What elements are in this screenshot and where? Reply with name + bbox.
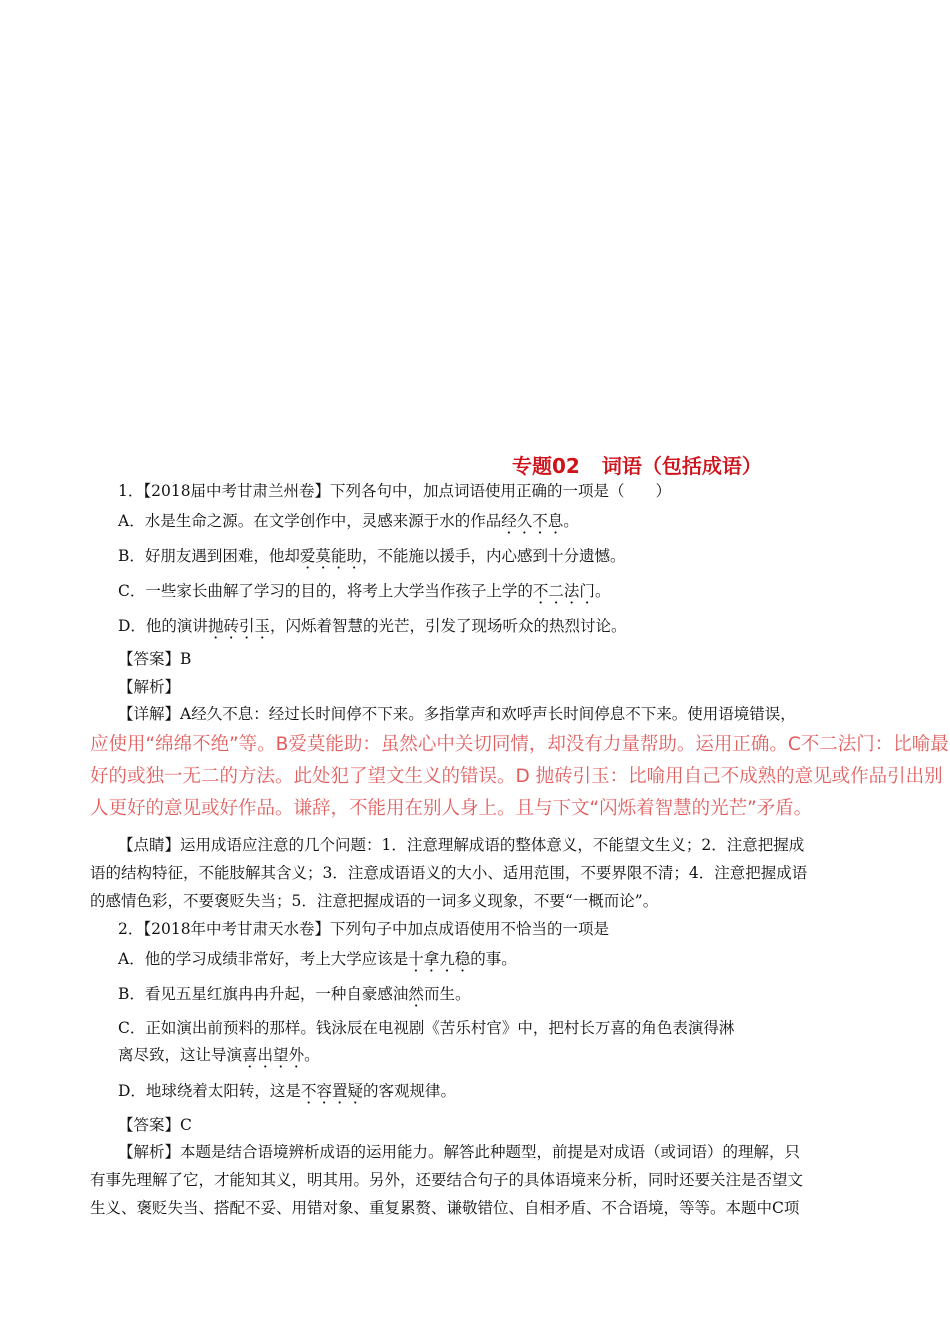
q1-stem: 1．【2018届中考甘肃兰州卷】下列各句中，加点词语使用正确的一项是（ ）: [118, 482, 672, 500]
q2-answer: 【答案】C: [118, 1116, 192, 1134]
q2-option-a: A．他的学习成绩非常好，考上大学应该是十拿九稳的事。: [118, 950, 517, 968]
q1-detail-red-1: 应使用“绵绵不绝”等。B爱莫能助：虽然心中关切同情，却没有力量帮助。运用正确。C不二法门：比喻最: [90, 734, 949, 755]
q1-analysis-label: 【解析】: [118, 678, 181, 696]
q2-option-c-line1: C．正如演出前预料的那样。钱泳辰在电视剧《苦乐村官》中，把村长万喜的角色表演得淋: [118, 1019, 735, 1037]
page-title: [512, 450, 762, 479]
q1-option-b: B．好朋友遇到困难，他却爱莫能助，不能施以援手，内心感到十分遗憾。: [118, 547, 626, 565]
q2-option-b: B．看见五星红旗冉冉升起，一种自豪感油然而生。: [118, 985, 471, 1003]
q1-c-idiom: 不二法门: [532, 582, 595, 600]
q1-tip-3: 的感情色彩，不要褒贬失当；5．注意把握成语的一词多义现象，不要“一概而论”。: [90, 892, 659, 910]
q2-option-c-line2: 离尽致，这让导演喜出望外。: [118, 1046, 320, 1064]
q2-option-d: D．地球绕着太阳转，这是不容置疑的客观规律。: [118, 1082, 457, 1100]
q1-option-c: C．一些家长曲解了学习的目的，将考上大学当作孩子上学的不二法门。: [118, 582, 611, 600]
q1-option-a: A．水是生命之源。在文学创作中，灵感来源于水的作品经久不息。: [118, 512, 579, 530]
q2-analysis-3: 生义、褒贬失当、搭配不妥、用错对象、重复累赘、谦敬错位、自相矛盾、不合语境，等等。本题中C项: [90, 1199, 800, 1217]
q1-option-d: D．他的演讲抛砖引玉，闪烁着智慧的光芒，引发了现场听众的热烈讨论。: [118, 617, 627, 635]
q2-a-idiom: 十拿九稳: [408, 950, 471, 968]
q1-detail: 【详解】A经久不息：经过长时间停不下来。多指掌声和欢呼声长时间停息不下来。使用语境错误，: [118, 705, 796, 723]
q1-b-idiom: 爱莫能助: [299, 547, 362, 565]
q1-tip-1: 【点睛】运用成语应注意的几个问题：1．注意理解成语的整体意义，不能望文生义；2．注意把握成: [118, 836, 805, 854]
q2-analysis-1: 【解析】本题是结合语境辨析成语的运用能力。解答此种题型，前提是对成语（或词语）的理解，只: [118, 1143, 801, 1161]
q1-tip-2: 语的结构特征，不能肢解其含义；3．注意成语语义的大小、适用范围，不要界限不清；4．注意把握成语: [90, 864, 808, 882]
q2-d-idiom: 不容置疑: [300, 1082, 363, 1100]
q2-c-idiom: 喜出望外: [242, 1046, 305, 1064]
q2-b-idiom: 油然而生: [392, 985, 455, 1003]
q1-detail-red-3: 人更好的意见或好作品。谦辞，不能用在别人身上。且与下文“闪烁着智慧的光芒”矛盾。: [90, 798, 813, 819]
title-main: 专题02: [512, 454, 580, 478]
q1-a-idiom: 经久不息: [501, 512, 564, 530]
q2-stem: 2．【2018年中考甘肃天水卷】下列句子中加点成语使用不恰当的一项是: [118, 920, 610, 938]
q1-detail-red-2: 好的或独一无二的方法。此处犯了望文生义的错误。D 抛砖引玉：比喻用自己不成熟的意见或作品引出别: [90, 766, 943, 787]
q2-analysis-2: 有事先理解了它，才能知其义，明其用。另外，还要结合句子的具体语境来分析，同时还要关注是否望文: [90, 1171, 804, 1189]
q1-d-idiom: 抛砖引玉: [207, 617, 270, 635]
q1-answer: 【答案】B: [118, 650, 192, 668]
title-sub: 词语（包括成语）: [601, 454, 762, 478]
